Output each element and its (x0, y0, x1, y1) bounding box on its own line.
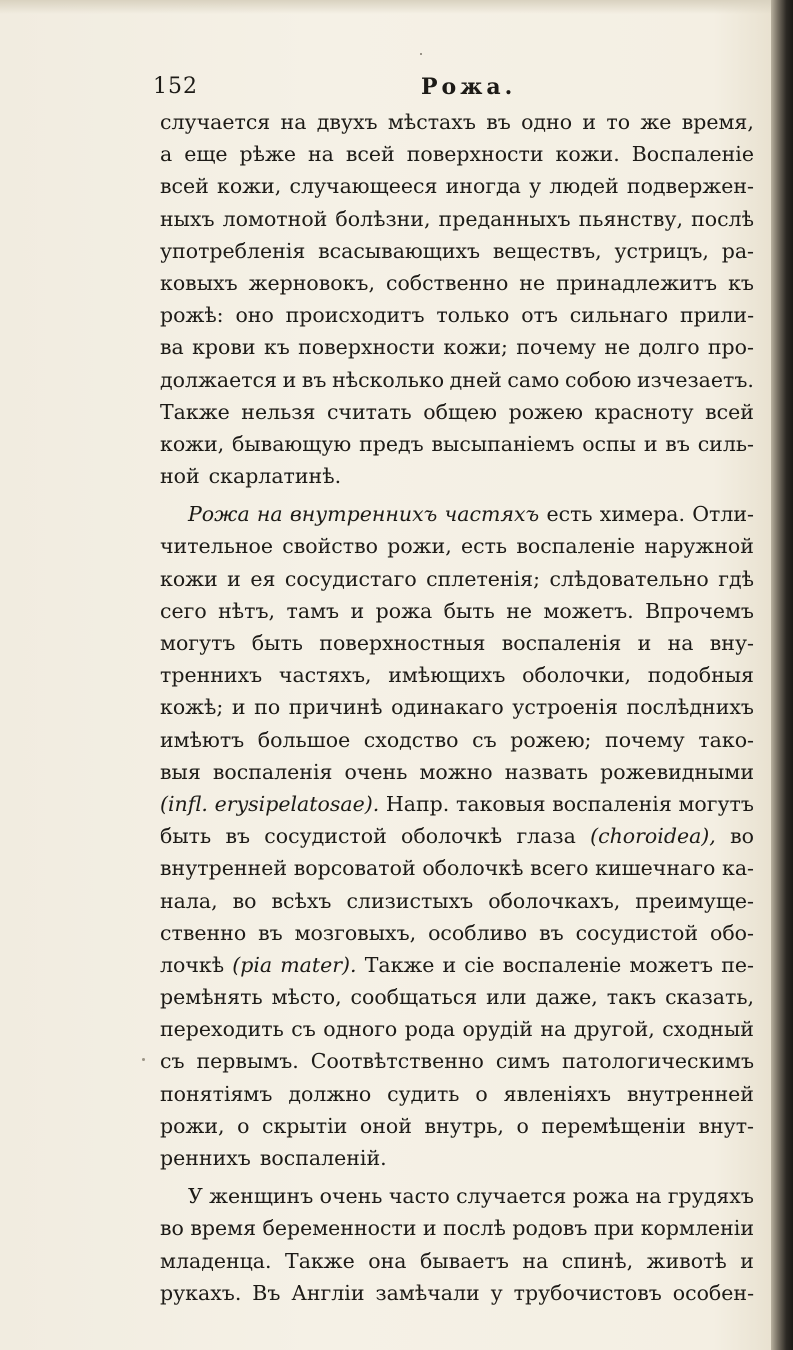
word: (choroidea), (590, 824, 716, 849)
word: У (188, 1184, 203, 1209)
word: во (160, 1216, 184, 1241)
word: и (643, 431, 658, 456)
word: особен- (672, 1280, 754, 1305)
word: въ (301, 367, 327, 392)
word: отъ (521, 303, 558, 328)
ink-speck (420, 53, 422, 55)
word: въ (486, 110, 511, 134)
word: Также (364, 952, 435, 977)
word: нала, (160, 888, 218, 913)
word: часто (388, 1184, 450, 1209)
word: внутренней (160, 856, 287, 881)
word: слѣдовательно (549, 566, 709, 591)
page-number: 152 (153, 74, 198, 99)
word: всѣхъ (271, 888, 332, 913)
text-line (160, 981, 754, 1013)
word: должно (288, 1081, 372, 1106)
word: не (506, 598, 533, 623)
word: въ (665, 431, 690, 456)
text-line (160, 1180, 754, 1212)
page-top-shadow (0, 0, 793, 14)
word: Напр. (385, 791, 450, 816)
text-line (160, 299, 754, 331)
word: устроенія (512, 695, 618, 720)
word: въ (225, 824, 251, 849)
word: кожи, (217, 174, 282, 199)
word: сильнаго (569, 303, 669, 328)
word: о (475, 1081, 488, 1106)
word: нѣтъ, (218, 598, 276, 623)
word: беременности (262, 1216, 417, 1241)
word: нельзя (241, 399, 316, 424)
word: сходный (662, 1017, 754, 1042)
word: на (540, 1017, 567, 1042)
word: въ (539, 920, 564, 945)
word: предъ (359, 431, 424, 456)
word: воспаленій. (259, 1146, 387, 1170)
word: собственно (385, 270, 509, 295)
word: кожи; (443, 335, 508, 360)
word: съ (160, 1049, 185, 1074)
text-line (160, 1212, 754, 1244)
word: понятіямъ (160, 1081, 273, 1106)
word: женщинъ (209, 1184, 314, 1209)
margin-mark (142, 1058, 145, 1061)
word: и (740, 1248, 754, 1273)
word: послѣ (691, 206, 754, 231)
word: гдѣ (718, 566, 754, 591)
word: у (529, 174, 542, 199)
text-line (160, 852, 754, 884)
word: свойство (282, 534, 378, 559)
word: кожи (160, 566, 218, 591)
text-line (160, 917, 754, 949)
word: одинакаго (391, 695, 504, 720)
word: спинѣ, (561, 1248, 634, 1273)
word: по (254, 695, 281, 720)
text-line (160, 1013, 754, 1045)
word: одного (323, 1017, 398, 1042)
word: erysipelatosae). (214, 791, 380, 816)
word: имѣющихъ (388, 663, 506, 688)
word: мѣстахъ (387, 110, 476, 134)
word: мозговыхъ, (294, 920, 417, 945)
word: скарлатинѣ. (208, 464, 342, 489)
word: крови (192, 335, 256, 360)
word: на (635, 1184, 662, 1209)
word: людей (549, 174, 619, 199)
word: родовъ (512, 1216, 588, 1241)
word: или (486, 985, 527, 1010)
word: нѣсколько (332, 367, 445, 392)
word: веществъ, (492, 238, 602, 263)
word: одно (521, 110, 573, 134)
word: кожѣ; (160, 695, 224, 720)
word: рѣже (239, 142, 297, 167)
word: оболочки, (522, 663, 632, 688)
word: ва (160, 335, 184, 360)
word: Также (160, 399, 230, 424)
word: преимуще- (635, 888, 754, 913)
word: Впрочемъ (645, 598, 754, 623)
word: причинѣ (288, 695, 383, 720)
word: воспаленіе (516, 534, 636, 559)
word: поверхностныя (319, 631, 486, 655)
word: рожею (508, 399, 583, 424)
word: ковыхъ (160, 270, 238, 295)
word: грудяхъ (667, 1184, 754, 1209)
word: при (593, 1216, 635, 1241)
word: красноту (594, 399, 694, 424)
text-line (160, 235, 754, 267)
text-line (160, 498, 754, 530)
word: воспаленія (552, 791, 672, 816)
word: во (730, 824, 754, 849)
word: послѣ (443, 1216, 506, 1241)
word: животѣ (646, 1248, 727, 1273)
word: не (604, 335, 631, 360)
word: воспаленія (501, 631, 622, 655)
word: на (280, 110, 307, 134)
word: о (237, 1113, 250, 1138)
word: во (232, 888, 257, 913)
word: ремѣнять (160, 985, 263, 1010)
word: быть (160, 824, 212, 849)
word: случается (456, 1184, 567, 1209)
text-line (160, 170, 754, 202)
word: и (422, 1216, 437, 1241)
word: есть (460, 534, 508, 559)
book-spine-shadow (771, 0, 793, 1350)
word: глаза (516, 824, 576, 849)
word: Рожа (188, 502, 250, 527)
word: оболочкахъ, (488, 888, 621, 913)
word: трубочистовъ (513, 1280, 662, 1305)
word: скрытіи (262, 1113, 348, 1138)
text-line (160, 563, 754, 595)
word: только (436, 303, 510, 328)
word: всей (160, 174, 209, 199)
word: подвержен- (626, 174, 754, 199)
word: время (190, 1216, 257, 1241)
word: можетъ (629, 952, 714, 977)
word: на (522, 1248, 549, 1273)
text-line (160, 396, 754, 428)
text-line (160, 820, 754, 852)
text-line (160, 949, 754, 981)
word: поверхности (298, 335, 435, 360)
word: кишечнаго (595, 856, 716, 881)
word: сказать, (665, 985, 754, 1010)
word: почему (516, 335, 596, 360)
word: явленіяхъ (503, 1081, 612, 1106)
word: (pia (232, 952, 273, 977)
word: сосудистой (575, 920, 699, 945)
word: и (231, 695, 246, 720)
word: частяхъ (444, 502, 540, 527)
word: подобныя (647, 663, 754, 688)
word: ра- (721, 238, 754, 263)
word: употребленія (160, 238, 306, 263)
word: о (516, 1113, 529, 1138)
word: рукахъ. (160, 1280, 242, 1305)
word: происходитъ (285, 303, 425, 328)
word: же (640, 110, 672, 134)
text-line (160, 627, 754, 659)
word: пьянству, (578, 206, 683, 231)
word: кожи, (160, 431, 225, 456)
word: перемѣщеніи (541, 1113, 686, 1138)
word: чительное (160, 534, 274, 559)
word: прили- (679, 303, 754, 328)
text-line (160, 885, 754, 917)
word: другой, (573, 1017, 655, 1042)
text-line (160, 1078, 754, 1110)
text-line (160, 460, 754, 492)
word: поверхности (406, 142, 544, 167)
word: реннихъ (160, 1146, 251, 1170)
word: рожи, (387, 534, 452, 559)
text-line (160, 756, 754, 788)
word: оболочкѣ (422, 856, 524, 881)
word: и (227, 566, 241, 591)
word: рожи, (160, 1113, 225, 1138)
word: пе- (721, 952, 754, 977)
word: высыпаніемъ (431, 431, 575, 456)
word: могутъ (678, 791, 754, 816)
word: болѣзни, (335, 206, 431, 231)
word: имѣютъ (160, 727, 245, 752)
word: ломотной (222, 206, 328, 231)
word: внутрь, (424, 1113, 504, 1138)
word: сосудистой (264, 824, 387, 849)
word: всего (530, 856, 589, 881)
word: воспаленія (212, 759, 333, 784)
word: рожа (572, 1184, 630, 1209)
word: ственно (160, 920, 247, 945)
word: она (368, 1248, 407, 1273)
word: обо- (709, 920, 754, 945)
word: ворсоватой (293, 856, 416, 881)
word: такъ (606, 985, 657, 1010)
text-line (160, 138, 754, 170)
word: считать (326, 399, 412, 424)
word: всей (705, 399, 754, 424)
word: особливо (428, 920, 528, 945)
word: частяхъ, (278, 663, 372, 688)
text-line (160, 331, 754, 363)
body-text (160, 106, 754, 1309)
text-line (160, 659, 754, 691)
word: рожею; (510, 727, 592, 752)
word: къ (263, 335, 290, 360)
word: наружной (644, 534, 754, 559)
text-line (160, 788, 754, 820)
word: (infl. (160, 791, 208, 816)
word: почему (605, 727, 685, 752)
word: внут- (698, 1113, 754, 1138)
word: общею (423, 399, 498, 424)
word: силь- (697, 431, 754, 456)
text-line (160, 530, 754, 562)
word: переходить (160, 1017, 284, 1042)
word: выя (160, 759, 201, 784)
word: вну- (709, 631, 754, 655)
text-line (160, 1045, 754, 1077)
text-line (160, 1277, 754, 1309)
word: сходство (363, 727, 459, 752)
text-line (160, 106, 754, 138)
word: и (582, 110, 597, 134)
word: въ (258, 920, 283, 945)
text-line (160, 691, 754, 723)
word: Также (285, 1248, 355, 1273)
word: дней (449, 367, 502, 392)
word: рода (404, 1017, 456, 1042)
word: на (308, 142, 334, 167)
page-header (153, 70, 753, 106)
word: еще (184, 142, 228, 167)
word: кормленіи (640, 1216, 754, 1241)
word: треннихъ (160, 663, 263, 688)
word: случающееся (289, 174, 438, 199)
word: а (160, 142, 173, 167)
word: орудій (462, 1017, 533, 1042)
word: сего (160, 598, 207, 623)
text-line (160, 1245, 754, 1277)
word: можно (419, 759, 493, 784)
word: младенца. (160, 1248, 272, 1273)
word: можетъ. (543, 598, 634, 623)
word: внутреннихъ (289, 502, 438, 527)
word: быть (251, 631, 303, 655)
text-line (160, 267, 754, 299)
word: оспы (582, 431, 636, 456)
text-line (160, 1142, 754, 1174)
text-line (160, 1110, 754, 1142)
word: сплетенія; (426, 566, 540, 591)
word: рожевидными (600, 759, 754, 784)
word: на (667, 631, 694, 655)
word: ной (160, 464, 200, 489)
word: судить (387, 1081, 460, 1106)
word: и (637, 631, 652, 655)
word: Англіи (291, 1280, 365, 1305)
word: слизистыхъ (346, 888, 474, 913)
word: время, (681, 110, 754, 134)
word: патологическимъ (562, 1049, 754, 1074)
word: бывающую (232, 431, 352, 456)
word: и (282, 367, 297, 392)
word: послѣднихъ (626, 695, 754, 720)
word: ка- (722, 856, 754, 881)
word: оболочкѣ (401, 824, 503, 849)
word: жерновокъ, (248, 270, 375, 295)
word: Соотвѣтственно (310, 1049, 484, 1074)
text-line (160, 203, 754, 235)
word: тако- (698, 727, 754, 752)
word: рожа (375, 598, 433, 623)
word: устрицъ, (614, 238, 709, 263)
word: преданныхъ (438, 206, 571, 231)
word: лочкѣ (160, 952, 225, 977)
word: могутъ (160, 631, 236, 655)
text-line (160, 428, 754, 460)
word: изчезаетъ. (636, 367, 754, 392)
word: у (490, 1280, 503, 1305)
word: рожѣ: (160, 303, 224, 328)
text-line (160, 724, 754, 756)
word: замѣчали (375, 1280, 480, 1305)
word: таковыя (456, 791, 546, 816)
running-head: Рожа. (421, 74, 517, 100)
word: оной (359, 1113, 412, 1138)
word: и (442, 952, 457, 977)
word: оно (235, 303, 274, 328)
word: очень (344, 759, 408, 784)
word: ныхъ (160, 206, 215, 231)
word: бываетъ (419, 1248, 509, 1273)
word: тамъ (286, 598, 340, 623)
word: къ (728, 270, 754, 295)
word: симъ (495, 1049, 551, 1074)
word: принадлежитъ (556, 270, 718, 295)
word: съ (291, 1017, 316, 1042)
word: мѣсто, (271, 985, 342, 1010)
word: то (606, 110, 631, 134)
word: первымъ. (196, 1049, 299, 1074)
word: про- (707, 335, 754, 360)
word: иногда (445, 174, 521, 199)
word: Воспаленіе (631, 142, 754, 167)
word: двухъ (316, 110, 378, 134)
word: очень (319, 1184, 383, 1209)
word: внутренней (626, 1081, 754, 1106)
word: быть (443, 598, 495, 623)
word: и (350, 598, 365, 623)
word: сообщаться (350, 985, 478, 1010)
word: сосудистаго (284, 566, 417, 591)
word: даже, (535, 985, 598, 1010)
word: воспаленіе (502, 952, 622, 977)
word: ея (250, 566, 276, 591)
word: Отли- (692, 502, 754, 527)
word: большое (257, 727, 351, 752)
word: Въ (252, 1280, 281, 1305)
text-line (160, 364, 754, 396)
word: назвать (504, 759, 589, 784)
word: съ (472, 727, 497, 752)
word: всей (345, 142, 395, 167)
word: всасывающихъ (318, 238, 481, 263)
word: сіе (464, 952, 495, 977)
word: не (519, 270, 546, 295)
word: долго (638, 335, 700, 360)
word: mater). (280, 952, 357, 977)
word: случается (160, 110, 271, 134)
word: должается (160, 367, 277, 392)
word: собою (564, 367, 632, 392)
word: само (507, 367, 560, 392)
word: есть (546, 502, 593, 527)
word: на (256, 502, 283, 527)
word: химера. (599, 502, 685, 527)
text-line (160, 595, 754, 627)
word: кожи. (555, 142, 620, 167)
